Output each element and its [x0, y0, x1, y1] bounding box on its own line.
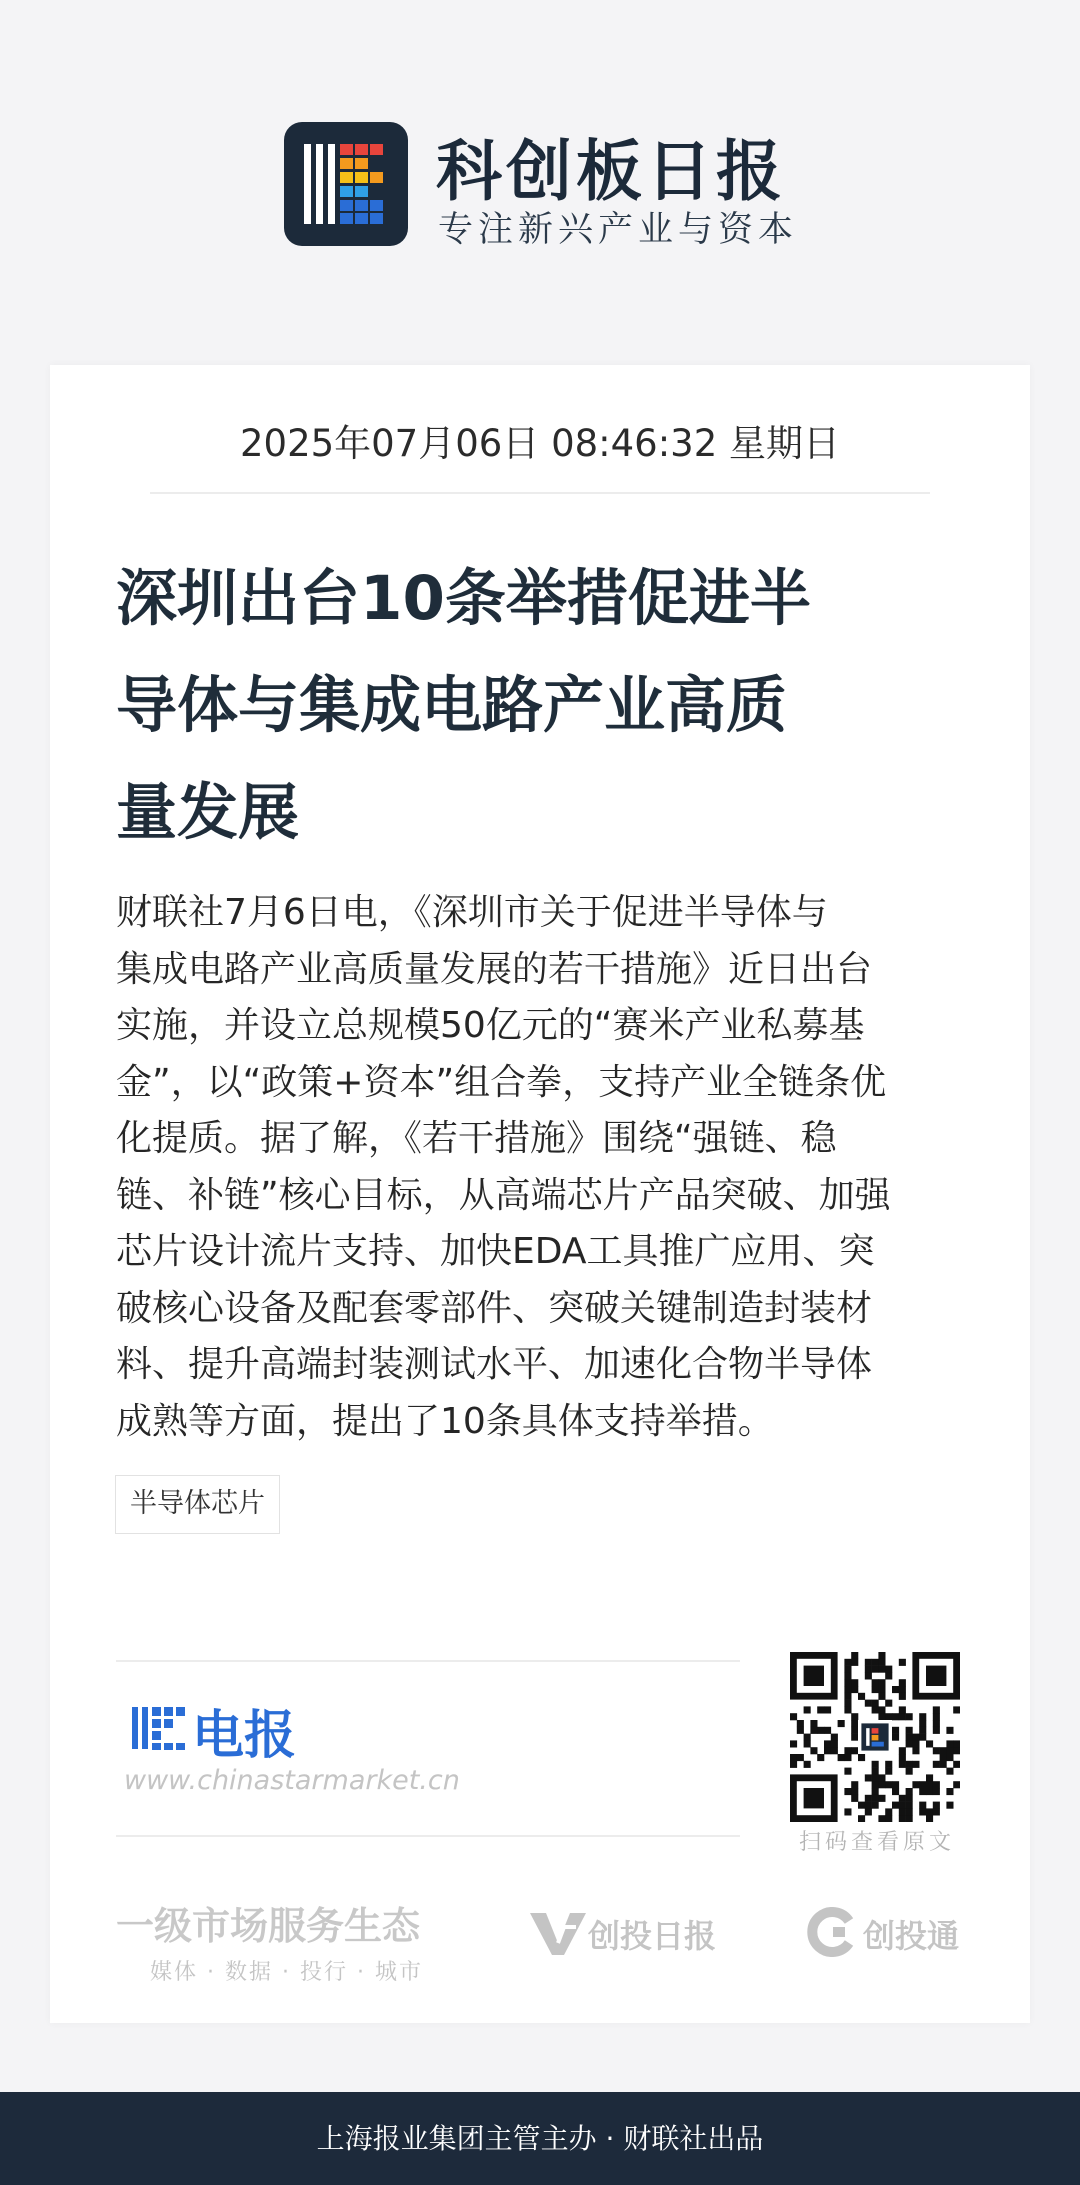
headline-line: 导体与集成电路产业高质	[116, 670, 788, 741]
body-line: 芯片设计流片支持、加快EDA工具推广应用、突	[116, 1231, 875, 1272]
headline-line: 量发展	[116, 777, 300, 848]
divider	[116, 1660, 740, 1662]
headline-line: 深圳出台10条举措促进半	[116, 563, 811, 634]
dianbao-label: 电报	[192, 1706, 297, 1766]
article-body	[116, 885, 996, 1450]
footer-bar	[0, 2092, 1080, 2185]
site-url[interactable]: www.chinastarmarket.cn	[124, 1765, 460, 1796]
body-line: 金”，以“政策+资本”组合拳，支持产业全链条优	[116, 1061, 887, 1103]
body-line: 化提质。据了解，《若干措施》围绕“强链、稳	[116, 1118, 837, 1159]
dianbao-logo-icon	[130, 1703, 186, 1753]
partner-name: 创投通	[863, 1917, 960, 1955]
ctrb-v-icon	[528, 1905, 588, 1961]
topic-tag[interactable]: 半导体芯片	[115, 1475, 280, 1534]
ecosystem-title: 一级市场服务生态	[116, 1904, 421, 1948]
article-headline	[116, 545, 976, 866]
body-line: 破核心设备及配套零部件、突破关键制造封装材	[116, 1287, 873, 1329]
qr-caption: 扫码查看原文	[798, 1830, 955, 1855]
qr-code-icon[interactable]	[790, 1652, 960, 1822]
body-line: 成熟等方面，提出了10条具体支持举措。	[116, 1400, 774, 1442]
kcb-logo-icon	[284, 122, 408, 246]
brand-title: 科创板日报	[436, 133, 786, 210]
footer-text: 上海报业集团主管主办 · 财联社出品	[316, 2122, 764, 2155]
body-line: 链、补链”核心目标，从高端芯片产品突破、加强	[116, 1174, 891, 1216]
body-line: 财联社7月6日电，《深圳市关于促进半导体与	[116, 892, 828, 933]
divider	[116, 1835, 740, 1837]
body-line: 实施，并设立总规模50亿元的“赛米产业私募基	[116, 1005, 865, 1046]
brand-header	[0, 0, 1080, 365]
ecosystem-subtitle: 媒体 · 数据 · 投行 · 城市	[150, 1960, 423, 1985]
body-line: 集成电路产业高质量发展的若干措施》近日出台	[116, 948, 873, 990]
body-line: 料、提升高端封装测试水平、加速化合物半导体	[116, 1344, 873, 1385]
brand-slogan: 专注新兴产业与资本	[438, 210, 799, 250]
ctt-c-icon	[807, 1907, 857, 1957]
divider	[150, 492, 930, 494]
publish-datetime: 2025年07月06日 08:46:32 星期日	[239, 422, 841, 465]
partner-name: 创投日报	[588, 1917, 717, 1955]
article-card	[50, 365, 1030, 2023]
